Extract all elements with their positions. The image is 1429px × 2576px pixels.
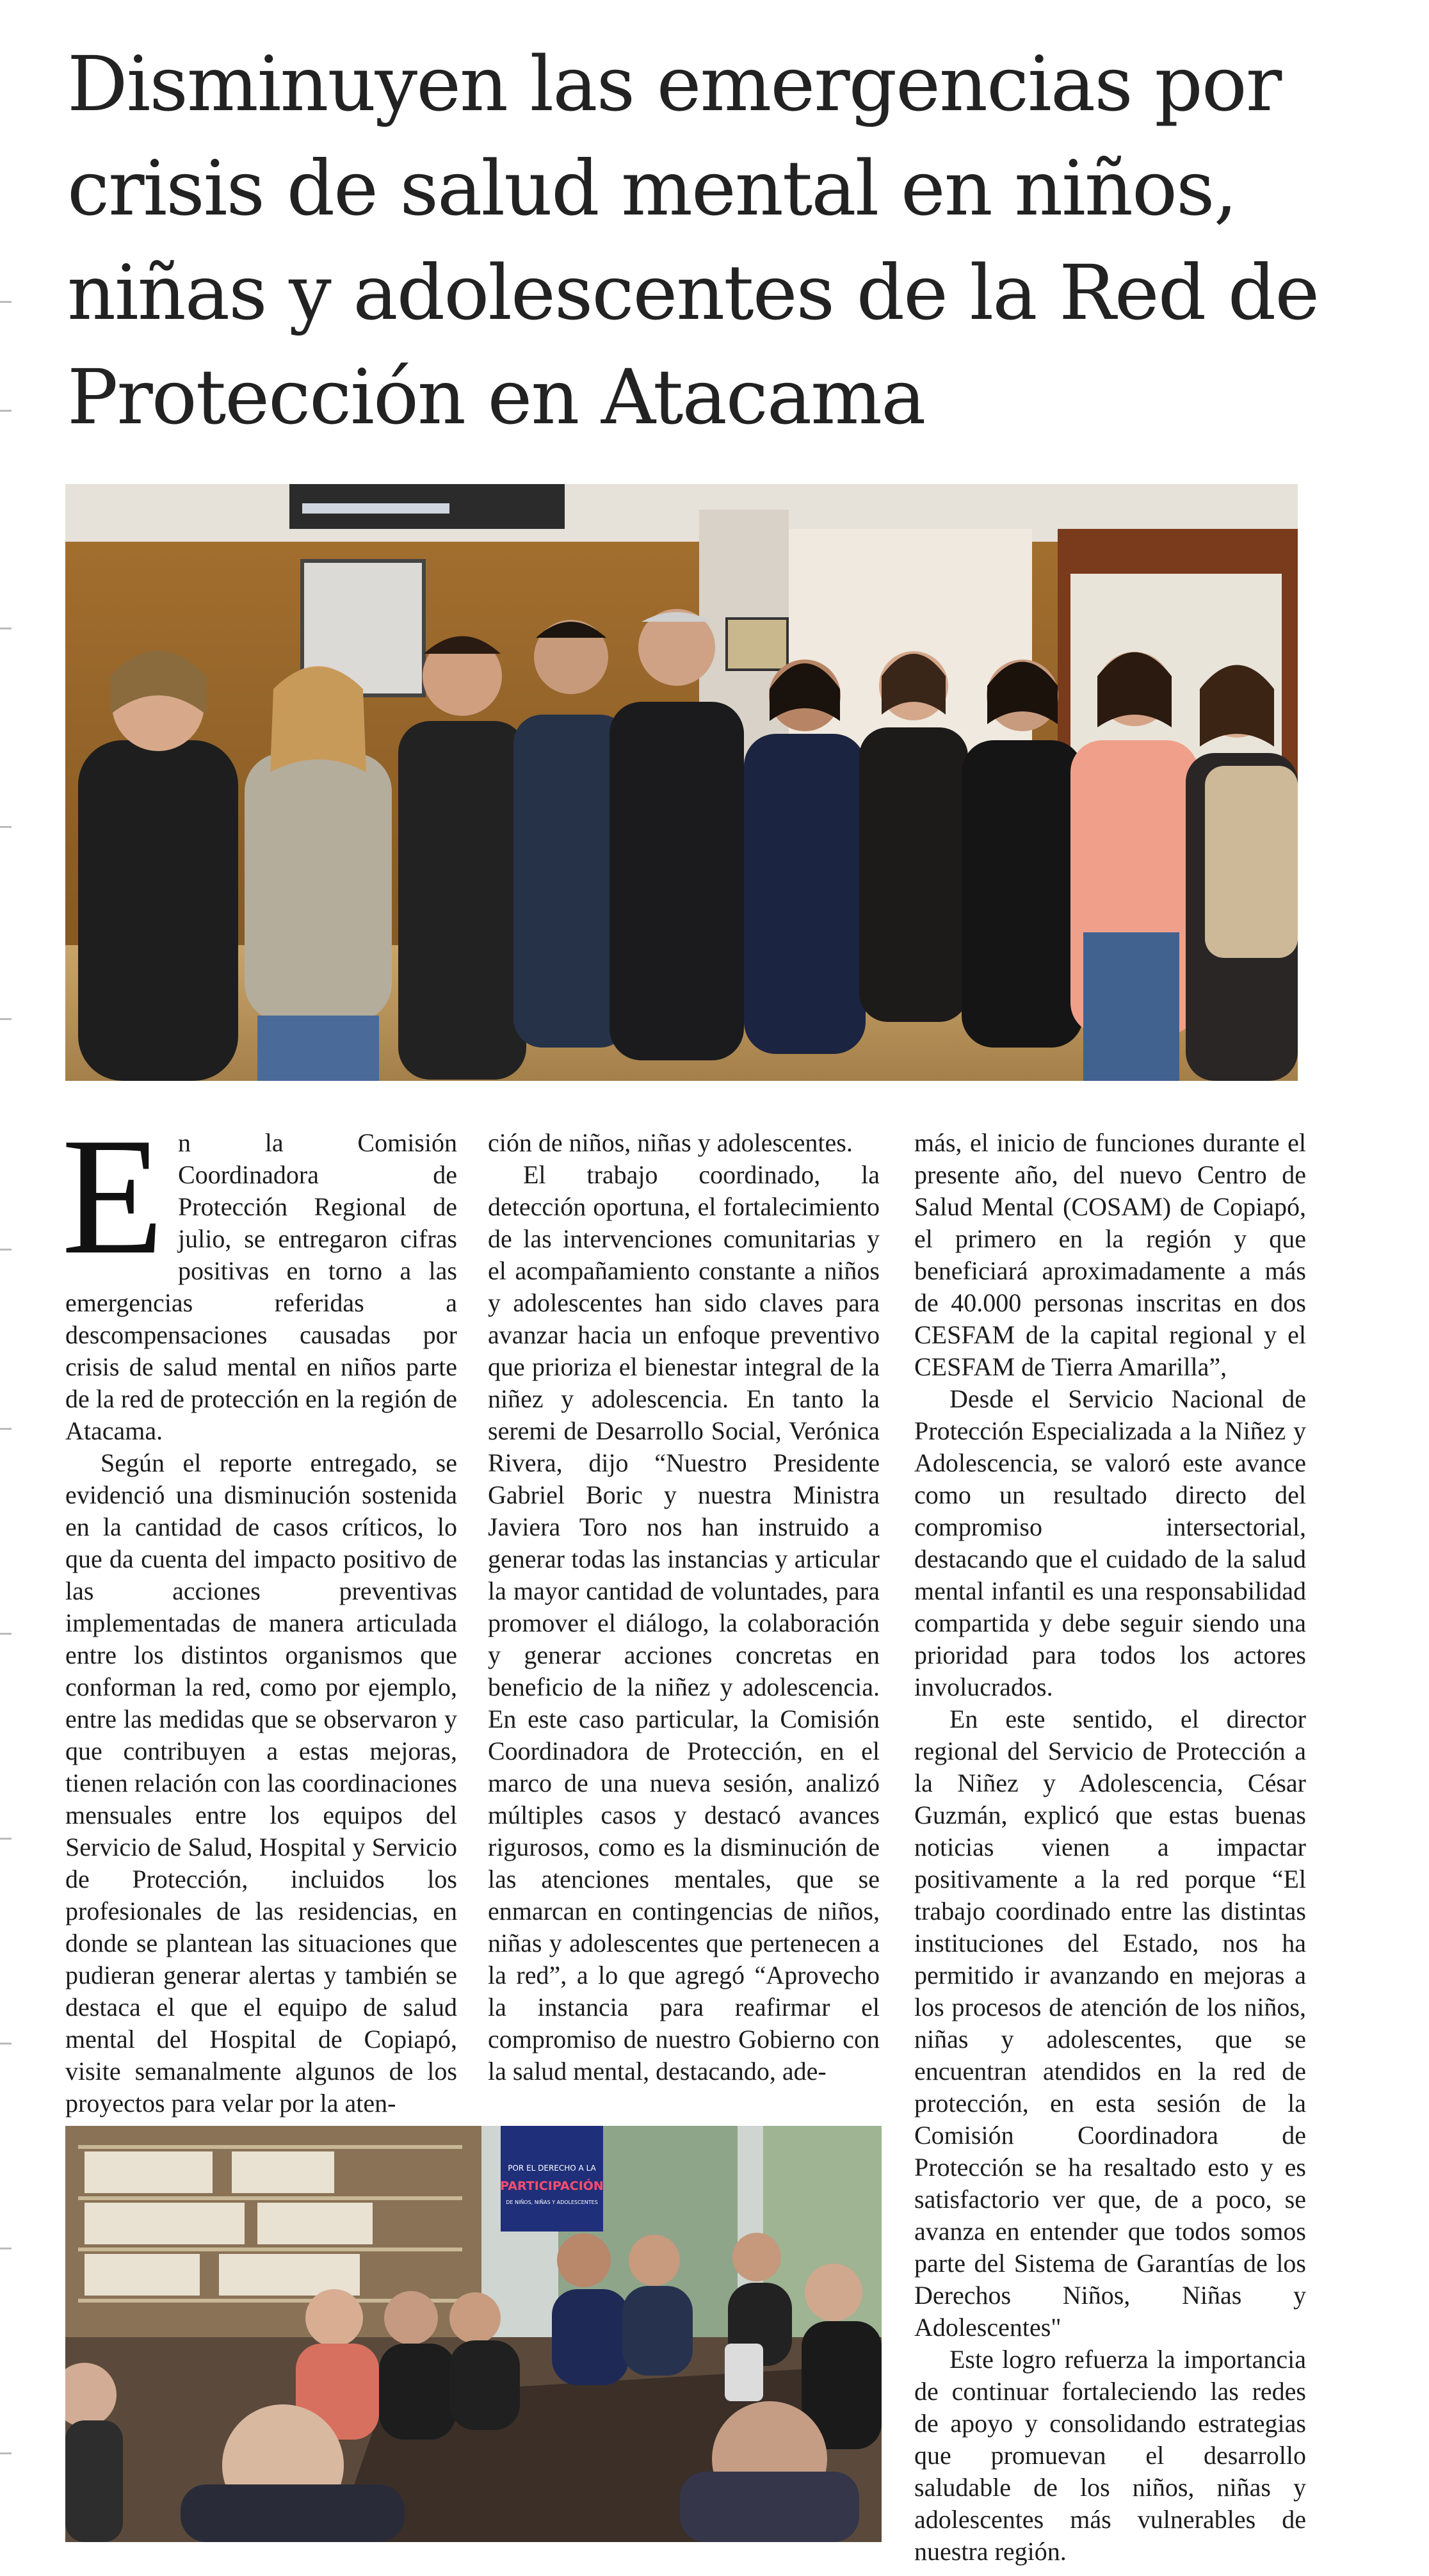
banner-line-1: POR EL DERECHO A LA — [508, 2164, 596, 2173]
article-column-1 — [61, 1103, 457, 2119]
paragraph: ción de niños, niñas y adolescentes. — [488, 1128, 853, 1157]
article-column-3 — [914, 1127, 1306, 2568]
drop-cap: E — [61, 1103, 165, 1289]
paragraph: Según el reporte entregado, se evidenció una disminución sostenida en la cantidad de casos críticos, lo que da cuenta del impacto positivo de las acciones preventivas implementadas de manera articulada entre los distintos organismos que conforman la red, como por ejemplo, entre las medidas que se observaron y que contribuyen a estas mejoras, tienen relación con las coordinaciones mensuales entre los equipos del Servicio de Salud, Hospital y Servicio de Protección, incluidos los profesionales de las residencias, en donde se plantean las situaciones que pudieran generar alertas y también se destaca el que el equipo de salud mental del Hospital de Copiapó, visite semanalmente algunos de los proyectos para velar por la aten- — [65, 1448, 457, 2118]
scan-edge-marks — [0, 301, 14, 2478]
paragraph: más, el inicio de funciones durante el presente año, del nuevo Centro de Salud Mental (COSAM) de Copiapó, el primero en la región y que beneficiará aproximadamente a más de 40.000 personas inscritas en dos CESFAM de la capital regional y el CESFAM de Tierra Amarilla”, — [914, 1128, 1306, 1381]
paragraph: n la Comisión Coordinadora de Protección Regional de julio, se entregaron cifras positivas en torno a las emergencias referidas a descompensaciones causadas por crisis de salud mental en niños parte de la red de protección en la región de Atacama. — [65, 1128, 457, 1445]
group-photo — [65, 484, 1298, 1081]
banner-line-2: PARTICIPACIÓN — [500, 2179, 604, 2193]
article-column-2 — [488, 1127, 880, 2087]
headline: Disminuyen las emergencias por crisis de salud mental en niños, niñas y adolescentes de la Red de Protección en Atacama — [67, 40, 1319, 441]
paragraph: Este logro refuerza la importancia de continuar fortaleciendo las redes de apoyo y consolidando estrategias que promuevan el desarrollo saludable de los niños, niñas y adolescentes más vulnerables de nuestra región. — [914, 2345, 1306, 2566]
meeting-photo-icon — [65, 2126, 882, 2542]
paragraph: Desde el Servicio Nacional de Protección Especializada a la Niñez y Adolescencia, se valoró este avance como un resultado directo del compromiso intersectorial, destacando que el cuidado de la salud mental infantil es una responsabilidad compartida y debe seguir siendo una prioridad para todos los actores involucrados. — [914, 1384, 1306, 1701]
paragraph: El trabajo coordinado, la detección oportuna, el fortalecimiento de las intervenciones comunitarias y el acompañamiento constante a niños y adolescentes han sido claves para avanzar hacia un enfoque preventivo que prioriza el bienestar integral de la niñez y adolescencia. En tanto la seremi de Desarrollo Social, Verónica Rivera, dijo “Nuestro Presidente Gabriel Boric y nuestra Ministra Javiera Toro nos han instruido a generar todas las instancias y articular la mayor cantidad de voluntades, para promover el diálogo, la colaboración y generar acciones concretas en beneficio de la niñez y adolescencia. En este caso particular, la Comisión Coordinadora de Protección, en el marco de una nueva sesión, analizó múltiples casos y destacó avances rigurosos, como es la disminución de las atenciones mentales, que se enmarcan en contingencias de niños, niñas y adolescentes que pertenecen a la red”, a lo que agregó “Aprovecho la instancia para reafirmar el compromiso de nuestro Gobierno con la salud mental, destacando, ade- — [488, 1160, 880, 2086]
group-photo-icon — [65, 484, 1298, 1081]
banner-line-3: DE NIÑOS, NIÑAS Y ADOLESCENTES — [506, 2199, 598, 2205]
paragraph: En este sentido, el director regional del Servicio de Protección a la Niñez y Adolescencia, César Guzmán, explicó que estas buenas noticias vienen a impactar positivamente a la red porque “El trabajo coordinado entre las distintas instituciones del Estado, nos ha permitido ir avanzando en mejoras a los procesos de atención de los niños, niñas y adolescentes, que se encuentran atendidos en la red de protección, en esta sesión de la Comisión Coordinadora de Protección se ha resaltado esto y es satisfactorio ver que, de a poco, se avanza en entender que todos somos parte del Sistema de Garantías de los Derechos Niños, Niñas y Adolescentes" — [914, 1705, 1306, 2342]
meeting-photo — [65, 2126, 882, 2542]
